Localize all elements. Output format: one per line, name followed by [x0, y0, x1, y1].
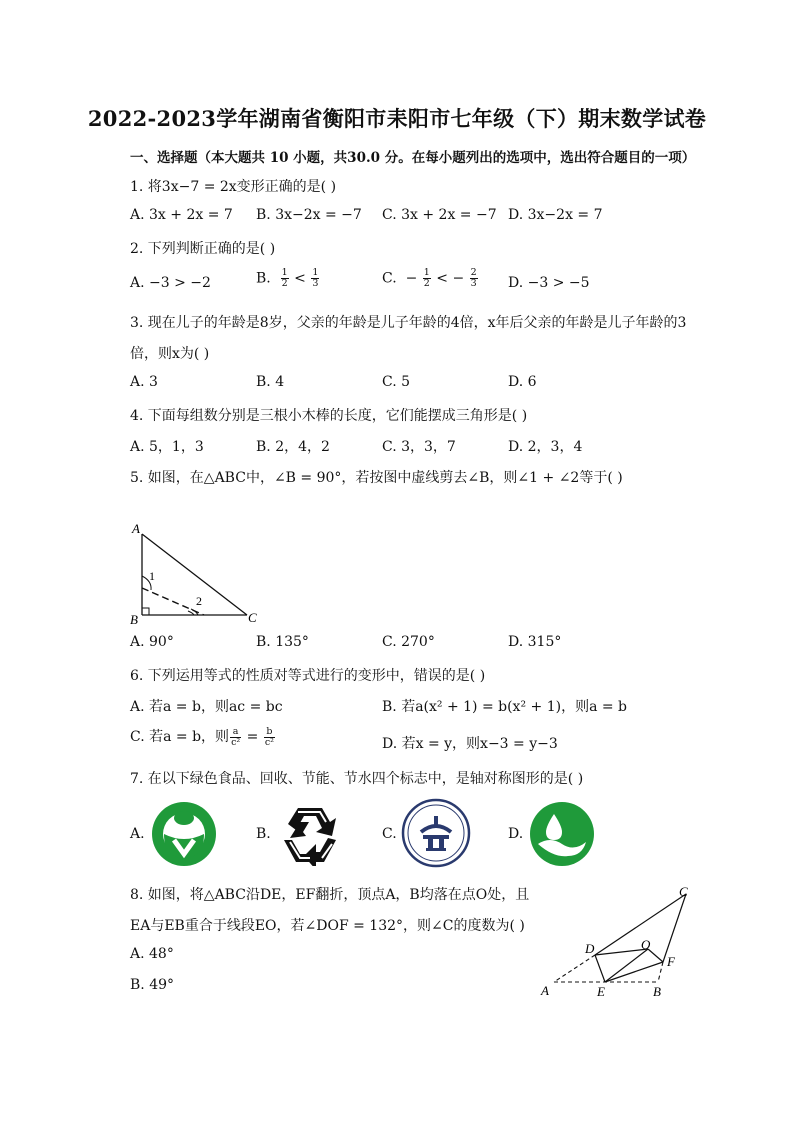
- label-E: E: [597, 984, 605, 999]
- label-A: A: [132, 521, 140, 536]
- question-3-stem-line1: 3. 现在儿子的年龄是8岁，父亲的年龄是儿子年龄的4倍，x年后父亲的年龄是儿子年龄的3: [130, 315, 687, 331]
- label-A: A: [541, 983, 549, 998]
- q3-option-a: A. 3: [130, 374, 158, 390]
- q5-option-b: B. 135°: [256, 634, 309, 650]
- q2-b-label: B.: [256, 270, 271, 287]
- question-3-stem-line2: 倍，则x为( ): [130, 346, 210, 362]
- recycle-icon: [276, 800, 344, 866]
- angle-2-label: 2: [196, 594, 202, 608]
- question-2-stem: 2. 下列判断正确的是( ): [130, 241, 276, 257]
- question-8-stem-line1: 8. 如图，将△ABC沿DE，EF翻折，顶点A，B均落在点O处，且: [130, 887, 530, 903]
- q7-option-b-label: B.: [256, 826, 271, 842]
- label-C: C: [679, 884, 688, 899]
- angle-1-label: 1: [149, 569, 155, 583]
- label-B: B: [130, 612, 138, 626]
- fraction: $\frac{b}{\text{c²}}$: [264, 725, 274, 748]
- q4-option-b: B. 2，4，2: [256, 439, 330, 455]
- q3-option-c: C. 5: [382, 374, 411, 390]
- q1-option-c: C. 3x + 2x = −7: [382, 207, 497, 223]
- label-O: O: [641, 937, 651, 952]
- q5-option-d: D. 315°: [508, 634, 562, 650]
- q6-option-d: D. 若x = y，则x−3 = y−3: [382, 736, 558, 752]
- q5-option-a: A. 90°: [130, 634, 174, 650]
- fraction: $\frac{2}{3}$: [470, 267, 477, 289]
- question-5-stem: 5. 如图，在△ABC中，∠B = 90°，若按图中虚线剪去∠B，则∠1 + ∠2等于( ): [130, 470, 623, 486]
- operator: < −: [436, 270, 465, 287]
- q6-c-text: C. 若a = b，则: [130, 729, 230, 745]
- q6-option-a: A. 若a = b，则ac = bc: [130, 699, 283, 715]
- label-C: C: [248, 610, 257, 625]
- q6-option-b: B. 若a(x² + 1) = b(x² + 1)，则a = b: [382, 699, 628, 715]
- q5-option-c: C. 270°: [382, 634, 435, 650]
- fraction: $\frac{1}{2}$: [423, 267, 430, 289]
- fraction: $\frac{1}{3}$: [312, 267, 319, 289]
- q2-option-a: A. −3 > −2: [130, 275, 211, 291]
- q7-option-d-label: D.: [508, 826, 524, 842]
- q2-option-c: [382, 268, 479, 289]
- question-1-stem: 1. 将3x−7 = 2x变形正确的是( ): [130, 179, 337, 195]
- operator: =: [242, 729, 263, 745]
- q4-option-a: A. 5，1，3: [130, 439, 204, 455]
- q1-option-d: D. 3x−2x = 7: [508, 207, 603, 223]
- q4-option-d: D. 2，3，4: [508, 439, 583, 455]
- label-F: F: [667, 954, 675, 969]
- q2-c-label: C.: [382, 270, 397, 287]
- q2-option-d: D. −3 > −5: [508, 275, 590, 291]
- q1-option-a: A. 3x + 2x = 7: [130, 207, 233, 223]
- green-food-logo-icon: [150, 800, 218, 868]
- question-4-stem: 4. 下面每组数分别是三根小木棒的长度，它们能摆成三角形是( ): [130, 408, 528, 424]
- question-7-stem: 7. 在以下绿色食品、回收、节能、节水四个标志中，是轴对称图形的是( ): [130, 771, 584, 787]
- q6-option-c: [130, 726, 276, 748]
- question-8-stem-line2: EA与EB重合于线段EO，若∠DOF = 132°，则∠C的度数为( ): [130, 918, 525, 934]
- q2-option-b: [256, 268, 320, 289]
- q7-option-c-label: C.: [382, 826, 397, 842]
- triangle-figure: [126, 518, 266, 626]
- water-saving-logo-icon: [528, 800, 596, 868]
- q8-option-a: A. 48°: [130, 946, 174, 962]
- fraction: $\frac{a}{\text{c²}}$: [231, 725, 241, 748]
- q3-option-b: B. 4: [256, 374, 285, 390]
- folding-triangle-figure: [536, 882, 696, 1000]
- minus: −: [405, 270, 418, 287]
- energy-saving-logo-icon: [401, 798, 471, 868]
- page-title: 2022-2023学年湖南省衡阳市耒阳市七年级（下）期末数学试卷: [87, 106, 707, 131]
- label-B: B: [653, 984, 661, 999]
- q1-option-b: B. 3x−2x = −7: [256, 207, 362, 223]
- q4-option-c: C. 3，3，7: [382, 439, 456, 455]
- label-D: D: [585, 941, 595, 956]
- section-heading: 一、选择题（本大题共 10 小题，共30.0 分。在每小题列出的选项中，选出符合题目的一项）: [130, 150, 696, 166]
- q3-option-d: D. 6: [508, 374, 537, 390]
- fraction: $\frac{1}{2}$: [281, 267, 288, 289]
- q8-option-b: B. 49°: [130, 977, 175, 993]
- operator: <: [294, 270, 306, 287]
- question-6-stem: 6. 下列运用等式的性质对等式进行的变形中，错误的是( ): [130, 668, 486, 684]
- q7-option-a-label: A.: [130, 826, 145, 842]
